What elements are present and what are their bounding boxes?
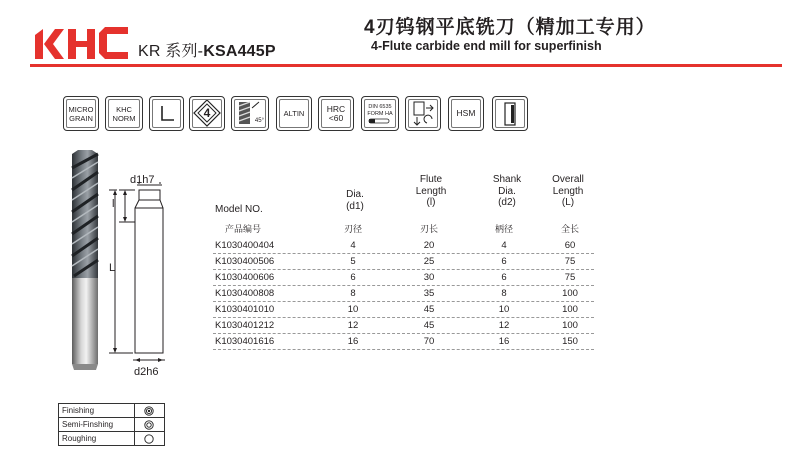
double-ring-filled-icon <box>144 406 154 416</box>
khc-norm-icon <box>105 96 143 131</box>
cell-shank: 6 <box>501 256 507 267</box>
din-line2: FORM HA <box>367 110 393 117</box>
cell-dia: 4 <box>350 240 356 251</box>
cell-overall: 100 <box>562 288 578 299</box>
cell-flute: 35 <box>423 288 435 299</box>
cell-dia: 16 <box>347 336 359 347</box>
d2-label: d2h6 <box>134 366 159 378</box>
table-row <box>213 334 594 350</box>
cell-overall: 150 <box>562 336 578 347</box>
cell-model: K1030400808 <box>215 288 275 299</box>
micro-grain-line2: GRAIN <box>69 113 93 123</box>
cell-dia: 5 <box>350 256 356 267</box>
cell-shank: 16 <box>498 336 510 347</box>
din-line1: DIN 6535 <box>368 103 392 110</box>
four-flute-icon <box>189 96 225 131</box>
din-form-icon <box>361 96 399 131</box>
header-model: Model NO. <box>215 204 263 215</box>
micro-grain-icon <box>63 96 99 131</box>
helix-45-icon <box>231 96 269 131</box>
hrc-line1: HRC <box>326 103 346 114</box>
series-title <box>138 38 276 61</box>
series-prefix: KR 系列- <box>138 43 204 60</box>
khc-norm-line1: KHC <box>116 104 132 114</box>
flute-length-symbol: l <box>112 198 115 210</box>
cell-model: K1030400404 <box>215 240 275 251</box>
cell-model: K1030401010 <box>215 304 275 315</box>
header-flute-cn: 刃长 <box>419 224 438 234</box>
product-title-en: 4-Flute carbide end mill for superfinish <box>371 39 602 53</box>
ring-icon <box>144 434 154 444</box>
altin-coating-icon <box>276 96 312 131</box>
altin-label: ALTIN <box>283 109 305 118</box>
table-row <box>213 318 594 334</box>
cell-flute: 45 <box>423 320 435 331</box>
machining-legend <box>58 403 165 446</box>
cell-dia: 8 <box>350 288 356 299</box>
cell-flute: 25 <box>423 256 435 267</box>
table-row <box>213 238 594 254</box>
legend-roughing-label: Roughing <box>62 433 97 443</box>
cell-dia: 6 <box>350 272 356 283</box>
header-dia: Dia. (d1) <box>346 189 364 212</box>
legend-roughing <box>59 432 164 445</box>
legend-semi-finishing-label: Semi-Finshing <box>62 419 114 429</box>
header-model-cn: 产品编号 <box>225 224 262 234</box>
cell-flute: 20 <box>423 240 435 251</box>
table-row <box>213 286 594 302</box>
cell-shank: 4 <box>501 240 507 251</box>
cell-model: K1030400506 <box>215 256 275 267</box>
header-overall-cn: 全长 <box>560 224 579 234</box>
cell-shank: 8 <box>501 288 507 299</box>
cell-dia: 10 <box>347 304 359 315</box>
legend-semi-finishing <box>59 418 164 432</box>
series-code: KSA445P <box>203 43 276 60</box>
d1-label: d1h7 <box>130 174 155 186</box>
cell-flute: 30 <box>423 272 435 283</box>
double-ring-icon <box>144 420 154 430</box>
header-shank-cn: 柄径 <box>494 224 513 234</box>
khc-logo <box>35 25 130 68</box>
cell-flute: 45 <box>423 304 435 315</box>
cell-overall: 75 <box>564 256 576 267</box>
cell-flute: 70 <box>423 336 435 347</box>
cell-model: K1030401616 <box>215 336 275 347</box>
hrc-icon <box>318 96 354 131</box>
cell-model: K1030401212 <box>215 320 275 331</box>
khc-norm-line2: NORM <box>112 113 136 123</box>
helix-angle-label: 45° <box>254 118 264 124</box>
table-row <box>213 270 594 286</box>
hsm-label: HSM <box>456 108 476 118</box>
header-overall: Overall Length (L) <box>552 174 584 208</box>
header-flute: Flute Length (l) <box>415 174 447 208</box>
hsm-icon <box>448 96 484 131</box>
cell-shank: 10 <box>498 304 510 315</box>
milling-direction-icon <box>405 96 441 131</box>
cell-overall: 100 <box>562 320 578 331</box>
header-shank: Shank Dia. (d2) <box>492 174 522 208</box>
header-dia-cn: 刃径 <box>343 224 362 234</box>
cell-dia: 12 <box>347 320 359 331</box>
overall-length-symbol: L <box>109 262 116 274</box>
hrc-line2: <60 <box>328 112 344 123</box>
micro-grain-line1: MICRO <box>68 104 94 114</box>
product-title-cn: 4刃钨钢平底铣刀（精加工专用） <box>364 17 656 38</box>
four-flute-label: 4 <box>203 106 211 120</box>
end-mill-image <box>60 150 110 375</box>
cell-overall: 75 <box>564 272 576 283</box>
cell-overall: 60 <box>564 240 576 251</box>
cell-shank: 6 <box>501 272 507 283</box>
cell-model: K1030400606 <box>215 272 275 283</box>
legend-finishing-label: Finishing <box>62 405 95 415</box>
table-row <box>213 254 594 270</box>
legend-finishing <box>59 404 164 418</box>
cell-shank: 12 <box>498 320 510 331</box>
shank-icon <box>492 96 528 131</box>
cell-overall: 100 <box>562 304 578 315</box>
dimension-drawing <box>105 170 195 385</box>
header-divider <box>30 64 782 67</box>
table-row <box>213 302 594 318</box>
khc-logo-mark <box>35 25 130 63</box>
square-end-icon <box>149 96 184 131</box>
